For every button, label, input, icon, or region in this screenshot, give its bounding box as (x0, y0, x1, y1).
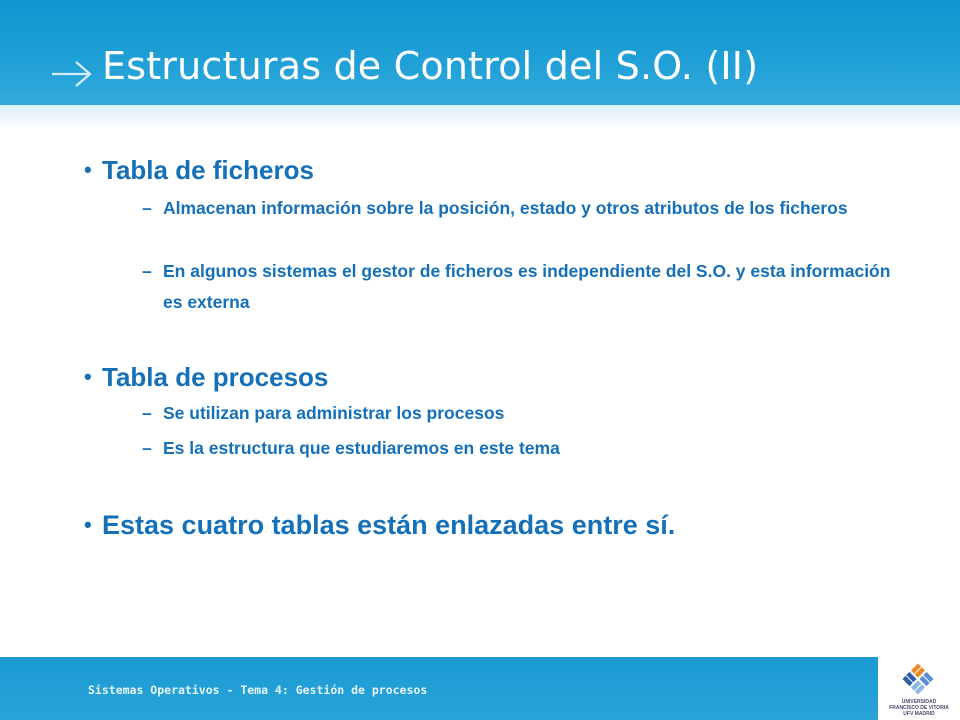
sub-item (142, 256, 902, 318)
sub-item (142, 398, 902, 429)
sub-item (142, 193, 902, 224)
slide-title: Estructuras de Control del S.O. (II) (102, 44, 759, 88)
closing-text: Estas cuatro tablas están enlazadas entre sí. (102, 510, 676, 540)
footer-bar (0, 657, 878, 720)
sub-item-text: En algunos sistemas el gestor de ficheros es independiente del S.O. y esta información es externa (163, 261, 891, 312)
sub-item (142, 433, 902, 464)
bullet-closing-statement (84, 510, 675, 541)
sub-item-text: Es la estructura que estudiaremos en este tema (163, 438, 560, 458)
bullet-heading-file-table (84, 155, 314, 186)
footer-text: Sistemas Operativos - Tema 4: Gestión de procesos (88, 683, 428, 697)
logo-text: UNIVERSIDAD FRANCISCO DE VITORIA UFV MADRID (889, 699, 949, 717)
bullet-dot: • (84, 364, 92, 389)
dash-marker: – (142, 198, 152, 218)
bullet-dot: • (84, 157, 92, 182)
sub-item-text: Se utilizan para administrar los procesos (163, 403, 505, 423)
dash-marker: – (142, 438, 152, 458)
dash-marker: – (142, 403, 152, 423)
university-logo-icon (900, 661, 936, 697)
dash-marker: – (142, 261, 152, 281)
sub-item-text: Almacenan información sobre la posición, estado y otros atributos de los ficheros (163, 198, 848, 218)
heading-text: Tabla de procesos (102, 362, 329, 392)
heading-text: Tabla de ficheros (102, 155, 314, 185)
bullet-dot: • (84, 512, 92, 537)
bullet-heading-process-table (84, 362, 328, 393)
university-logo (878, 657, 960, 720)
